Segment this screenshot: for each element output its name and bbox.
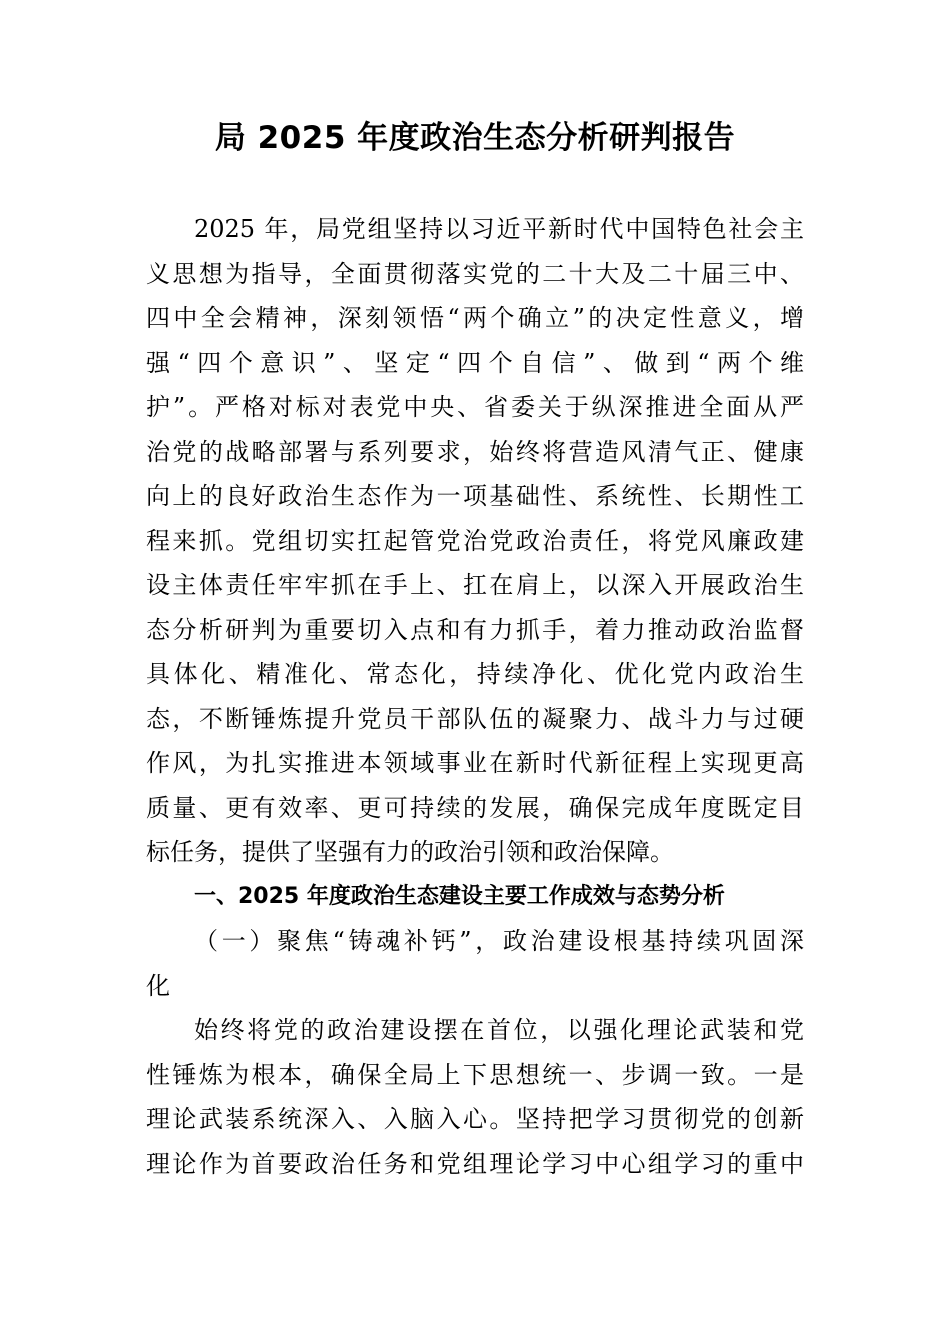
document-body	[146, 207, 804, 1186]
section-heading-1: 一、2025 年度政治生态建设主要工作成效与态势分析	[194, 883, 725, 909]
intro-line: 具体化、精准化、常态化，持续净化、优化党内政治生	[146, 660, 804, 688]
subsection-heading-line: 化	[146, 971, 170, 1000]
document-title: 局 2025 年度政治生态分析研判报告	[214, 120, 736, 156]
section-body-line: 理论武装系统深入、入脑入心。坚持把学习贯彻党的创新	[146, 1105, 804, 1133]
intro-line: 强“四个意识”、坚定“四个自信”、做到“两个维	[146, 348, 804, 377]
intro-line: 设主体责任牢牢抓在手上、扛在肩上，以深入开展政治生	[146, 571, 804, 599]
intro-line: 程来抓。党组切实扛起管党治党政治责任，将党风廉政建	[146, 526, 804, 555]
section-body-line: 理论作为首要政治任务和党组理论学习中心组学习的重中	[146, 1149, 804, 1178]
intro-line: 义思想为指导，全面贯彻落实党的二十大及二十届三中、	[146, 259, 804, 288]
intro-line: 质量、更有效率、更可持续的发展，确保完成年度既定目	[146, 793, 804, 822]
intro-line: 作风，为扎实推进本领域事业在新时代新征程上实现更高	[146, 749, 804, 777]
intro-line: 向上的良好政治生态作为一项基础性、系统性、长期性工	[146, 482, 804, 510]
intro-line: 态分析研判为重要切入点和有力抓手，着力推动政治监督	[146, 615, 804, 644]
intro-line: 四中全会精神，深刻领悟“两个确立”的决定性意义，增	[146, 304, 804, 332]
intro-line: 态，不断锤炼提升党员干部队伍的凝聚力、战斗力与过硬	[146, 704, 804, 733]
intro-line: 治党的战略部署与系列要求，始终将营造风清气正、健康	[146, 437, 804, 466]
section-body-line: 性锤炼为根本，确保全局上下思想统一、步调一致。一是	[146, 1060, 804, 1089]
intro-line: 标任务，提供了坚强有力的政治引领和政治保障。	[146, 838, 674, 866]
section-body-line: 始终将党的政治建设摆在首位，以强化理论武装和党	[194, 1016, 804, 1044]
subsection-heading-line: （一）聚焦“铸魂补钙”，政治建设根基持续巩固深	[194, 927, 804, 955]
intro-line: 护”。严格对标对表党中央、省委关于纵深推进全面从严	[146, 393, 804, 421]
intro-line: 2025 年，局党组坚持以习近平新时代中国特色社会主	[194, 215, 804, 243]
